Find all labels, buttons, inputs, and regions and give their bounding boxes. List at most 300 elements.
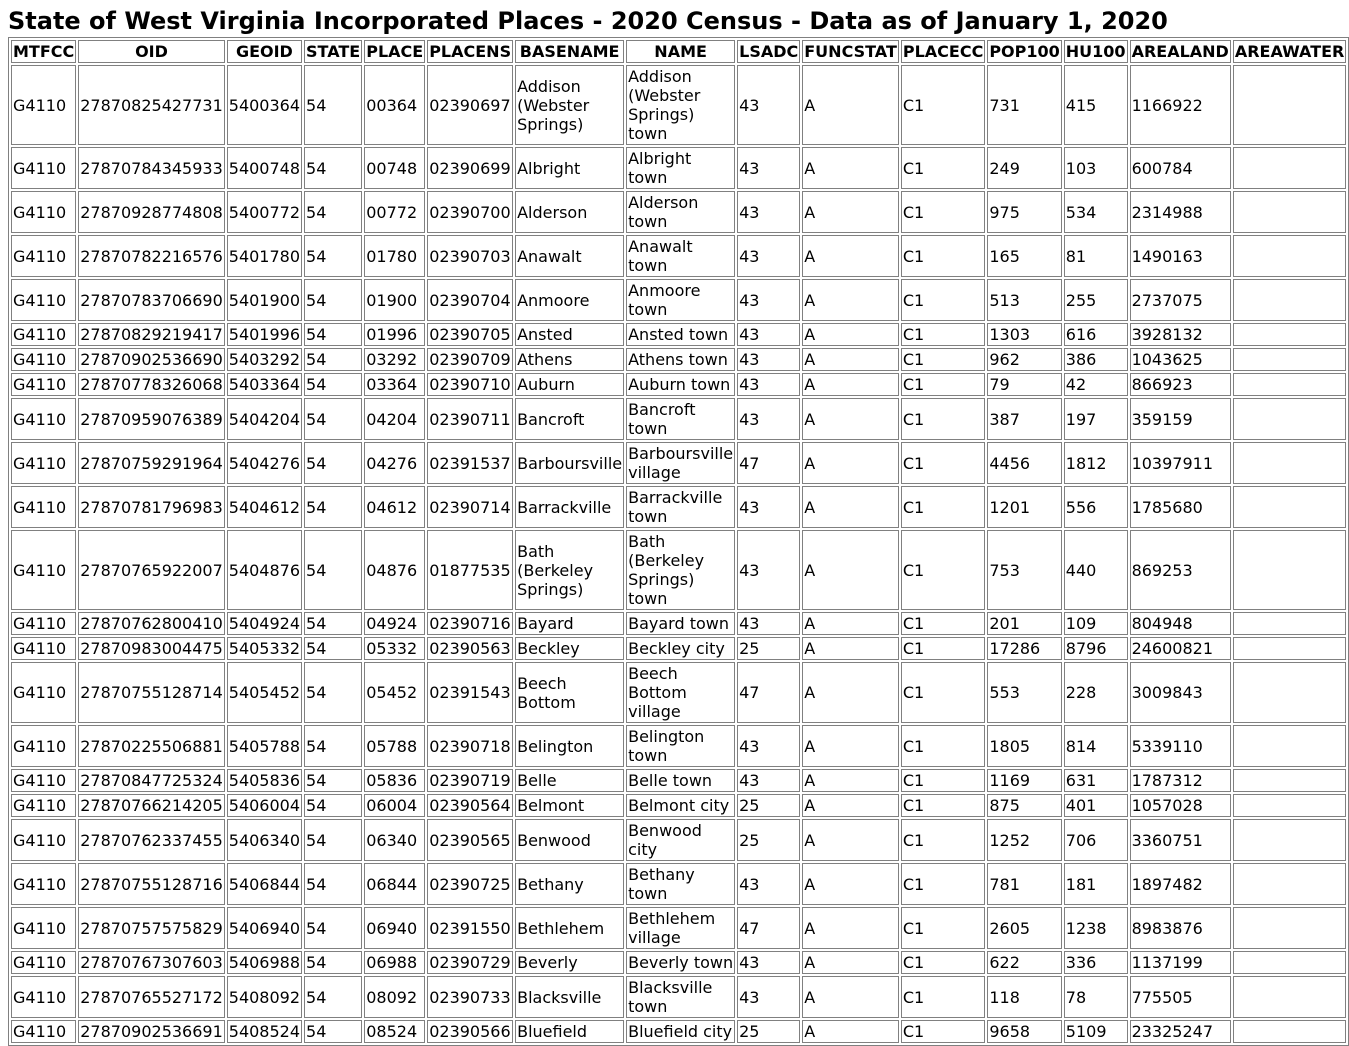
cell-name: Belle town	[626, 769, 735, 792]
cell-funcstat: A	[802, 348, 899, 371]
cell-name: Bethlehem village	[626, 907, 735, 949]
cell-place: 05332	[364, 637, 425, 660]
cell-hu100: 336	[1064, 951, 1128, 974]
cell-oid: 27870765527172	[78, 976, 225, 1018]
cell-oid: 27870959076389	[78, 398, 225, 440]
table-body	[11, 65, 1346, 1043]
cell-state: 54	[304, 794, 362, 817]
cell-mtfcc: G4110	[11, 819, 76, 861]
cell-basename: Bluefield	[515, 1020, 624, 1043]
cell-placens: 02391537	[427, 442, 513, 484]
cell-arealand: 869253	[1130, 530, 1231, 610]
cell-basename: Anmoore	[515, 279, 624, 321]
cell-funcstat: A	[802, 725, 899, 767]
cell-arealand: 1785680	[1130, 486, 1231, 528]
cell-lsadc: 43	[737, 279, 800, 321]
cell-lsadc: 25	[737, 819, 800, 861]
cell-geoid: 5404876	[227, 530, 302, 610]
cell-arealand: 23325247	[1130, 1020, 1231, 1043]
cell-name: Anawalt town	[626, 235, 735, 277]
cell-arealand: 3928132	[1130, 323, 1231, 346]
cell-placecc: C1	[901, 612, 985, 635]
cell-geoid: 5403292	[228, 350, 301, 369]
cell-areawater	[1233, 1020, 1347, 1043]
cell-name: Beckley city	[626, 637, 735, 660]
table-row	[11, 398, 1346, 440]
cell-basename: Bethany	[515, 863, 624, 905]
cell-areawater	[1233, 65, 1347, 145]
cell-areawater	[1233, 147, 1347, 189]
cell-pop100: 962	[987, 348, 1061, 371]
cell-basename: Alderson	[515, 191, 624, 233]
cell-basename: Barboursville	[515, 442, 624, 484]
cell-arealand: 10397911	[1130, 442, 1231, 484]
cell-funcstat: A	[802, 486, 899, 528]
cell-place: 04876	[364, 530, 425, 610]
cell-placecc: C1	[901, 951, 985, 974]
table-row	[11, 348, 1346, 371]
cell-funcstat: A	[802, 951, 899, 974]
cell-place: 00772	[364, 191, 425, 233]
cell-pop100: 201	[987, 612, 1061, 635]
cell-basename: Beech Bottom	[515, 662, 624, 723]
cell-pop100: 17286	[987, 637, 1061, 660]
cell-arealand: 359159	[1130, 398, 1231, 440]
cell-basename: Bath (Berkeley Springs)	[515, 530, 624, 610]
cell-geoid: 5406940	[227, 907, 302, 949]
column-header-placecc: PLACECC	[902, 42, 984, 61]
cell-pop100: 165	[987, 235, 1061, 277]
cell-pop100: 387	[987, 398, 1061, 440]
cell-place: 08524	[364, 1020, 425, 1043]
cell-funcstat: A	[802, 976, 899, 1018]
cell-placens: 02390703	[427, 235, 513, 277]
cell-funcstat: A	[802, 637, 899, 660]
cell-arealand: 2314988	[1130, 191, 1231, 233]
cell-state: 54	[304, 725, 362, 767]
cell-name: Barrackville town	[626, 486, 735, 528]
cell-mtfcc: G4110	[11, 976, 76, 1018]
cell-lsadc: 43	[737, 951, 800, 974]
cell-hu100: 631	[1064, 769, 1128, 792]
cell-funcstat: A	[802, 530, 899, 610]
cell-areawater	[1233, 951, 1347, 974]
cell-funcstat: A	[802, 819, 899, 861]
cell-pop100: 118	[987, 976, 1061, 1018]
cell-funcstat: A	[802, 279, 899, 321]
cell-hu100: 706	[1064, 819, 1128, 861]
cell-areawater	[1233, 398, 1347, 440]
column-header-name: NAME	[626, 40, 735, 63]
cell-mtfcc: G4110	[11, 794, 76, 817]
cell-place: 00364	[364, 65, 425, 145]
cell-placecc: C1	[901, 235, 985, 277]
cell-arealand: 804948	[1130, 612, 1231, 635]
cell-hu100: 8796	[1064, 637, 1128, 660]
cell-mtfcc: G4110	[11, 662, 76, 723]
cell-hu100: 386	[1064, 348, 1128, 371]
cell-hu100: 103	[1064, 147, 1128, 189]
cell-place: 06340	[364, 819, 425, 861]
table-row	[11, 65, 1346, 145]
cell-geoid: 5408524	[228, 1022, 301, 1041]
cell-hu100: 616	[1064, 323, 1128, 346]
cell-name: Blacksville town	[626, 976, 735, 1018]
cell-geoid: 5406004	[228, 796, 301, 815]
cell-name: Addison (Webster Springs) town	[626, 65, 735, 145]
cell-placecc: C1	[901, 1020, 985, 1043]
cell-hu100: 255	[1064, 279, 1128, 321]
cell-basename: Barrackville	[515, 486, 624, 528]
cell-placecc: C1	[901, 794, 985, 817]
cell-arealand: 1897482	[1130, 863, 1231, 905]
cell-state: 54	[304, 637, 362, 660]
cell-arealand: 2737075	[1130, 279, 1231, 321]
cell-placecc: C1	[901, 662, 985, 723]
cell-mtfcc: G4110	[11, 65, 76, 145]
table-row	[11, 1020, 1346, 1043]
cell-oid: 27870928774808	[78, 191, 225, 233]
table-row	[11, 442, 1346, 484]
cell-geoid: 5400772	[227, 191, 302, 233]
cell-mtfcc: G4110	[11, 769, 76, 792]
cell-oid: 27870784345933	[78, 147, 225, 189]
table-row	[11, 907, 1346, 949]
cell-areawater	[1233, 442, 1347, 484]
cell-placecc: C1	[901, 976, 985, 1018]
cell-place: 08092	[364, 976, 425, 1018]
cell-funcstat: A	[802, 398, 899, 440]
cell-lsadc: 43	[737, 348, 800, 371]
cell-hu100: 42	[1064, 373, 1128, 396]
table-row	[11, 662, 1346, 723]
table-row	[11, 612, 1346, 635]
cell-geoid: 5404204	[227, 398, 302, 440]
cell-geoid: 5405332	[228, 639, 301, 658]
cell-placens: 02390716	[427, 612, 513, 635]
cell-placecc: C1	[901, 863, 985, 905]
cell-basename: Belington	[515, 725, 624, 767]
cell-placecc: C1	[901, 486, 985, 528]
cell-name: Ansted town	[626, 323, 735, 346]
cell-areawater	[1233, 769, 1347, 792]
cell-mtfcc: G4110	[11, 373, 76, 396]
cell-areawater	[1233, 725, 1347, 767]
cell-name: Albright town	[626, 147, 735, 189]
cell-pop100: 753	[987, 530, 1061, 610]
cell-state: 54	[304, 662, 362, 723]
cell-geoid: 5405788	[227, 725, 302, 767]
cell-placens: 02390697	[427, 65, 513, 145]
cell-arealand: 8983876	[1130, 907, 1231, 949]
cell-placens: 02390705	[427, 323, 513, 346]
cell-mtfcc: G4110	[11, 235, 76, 277]
cell-placecc: C1	[901, 191, 985, 233]
cell-basename: Ansted	[515, 323, 624, 346]
cell-name: Barboursville village	[628, 444, 734, 482]
column-header-pop100: POP100	[989, 42, 1060, 61]
cell-placens: 02390566	[427, 1020, 513, 1043]
column-header-basename: BASENAME	[515, 40, 624, 63]
column-header-state: STATE	[306, 42, 361, 61]
cell-place: 04204	[364, 398, 425, 440]
cell-placecc: C1	[901, 147, 985, 189]
cell-mtfcc: G4110	[11, 442, 76, 484]
cell-lsadc: 43	[737, 769, 800, 792]
cell-funcstat: A	[802, 907, 899, 949]
cell-placens: 02390718	[427, 725, 513, 767]
cell-arealand: 600784	[1130, 147, 1231, 189]
cell-oid: 27870829219417	[80, 325, 223, 344]
cell-lsadc: 25	[737, 1020, 800, 1043]
cell-funcstat: A	[802, 1020, 899, 1043]
cell-pop100: 513	[987, 279, 1061, 321]
cell-pop100: 875	[987, 794, 1061, 817]
cell-areawater	[1233, 819, 1347, 861]
cell-oid: 27870778326068	[80, 375, 223, 394]
column-header-place: PLACE	[366, 42, 424, 61]
cell-areawater	[1233, 530, 1347, 610]
table-row	[11, 863, 1346, 905]
column-header-arealand: AREALAND	[1131, 42, 1229, 61]
cell-placens: 02390704	[427, 279, 513, 321]
cell-areawater	[1233, 279, 1347, 321]
cell-geoid: 5406988	[228, 953, 301, 972]
cell-pop100: 731	[987, 65, 1061, 145]
cell-basename: Benwood	[515, 819, 624, 861]
cell-hu100: 401	[1064, 794, 1128, 817]
cell-placecc: C1	[901, 373, 985, 396]
cell-funcstat: A	[802, 863, 899, 905]
cell-arealand: 3009843	[1130, 662, 1231, 723]
cell-name: Bancroft town	[626, 398, 735, 440]
cell-geoid: 5406844	[227, 863, 302, 905]
cell-areawater	[1233, 662, 1347, 723]
cell-placens: 02391550	[427, 907, 513, 949]
cell-hu100: 5109	[1064, 1020, 1128, 1043]
cell-state: 54	[304, 323, 362, 346]
cell-state: 54	[304, 1020, 362, 1043]
cell-funcstat: A	[802, 612, 899, 635]
cell-name: Bath (Berkeley Springs) town	[626, 530, 735, 610]
cell-lsadc: 43	[737, 147, 800, 189]
cell-place: 01996	[364, 323, 425, 346]
cell-mtfcc: G4110	[11, 1020, 76, 1043]
cell-name: Athens town	[626, 348, 735, 371]
cell-pop100: 79	[987, 373, 1061, 396]
cell-lsadc: 43	[737, 373, 800, 396]
cell-name: Beech Bottom village	[626, 662, 735, 723]
cell-areawater	[1233, 373, 1347, 396]
cell-pop100: 249	[987, 147, 1061, 189]
cell-geoid: 5408092	[227, 976, 302, 1018]
cell-placens: 01877535	[427, 530, 513, 610]
cell-placens: 02390710	[427, 373, 513, 396]
cell-geoid: 5401900	[227, 279, 302, 321]
cell-pop100: 1805	[987, 725, 1061, 767]
cell-basename: Belle	[515, 769, 624, 792]
cell-geoid: 5406340	[227, 819, 302, 861]
cell-placens: 02390733	[427, 976, 513, 1018]
cell-oid: 27870781796983	[78, 486, 225, 528]
cell-arealand: 866923	[1130, 373, 1231, 396]
cell-state: 54	[304, 951, 362, 974]
cell-oid: 27870225506881	[78, 725, 225, 767]
cell-mtfcc: G4110	[11, 907, 76, 949]
cell-pop100: 553	[987, 662, 1061, 723]
cell-areawater	[1233, 348, 1347, 371]
cell-state: 54	[304, 65, 362, 145]
cell-state: 54	[304, 907, 362, 949]
cell-name: Belmont city	[626, 794, 735, 817]
cell-placecc: C1	[901, 442, 985, 484]
cell-arealand: 24600821	[1130, 637, 1231, 660]
cell-mtfcc: G4110	[11, 725, 76, 767]
cell-funcstat: A	[802, 235, 899, 277]
cell-state: 54	[304, 612, 362, 635]
cell-funcstat: A	[802, 794, 899, 817]
cell-place: 01780	[364, 235, 425, 277]
cell-placecc: C1	[901, 348, 985, 371]
cell-geoid: 5400748	[227, 147, 302, 189]
cell-oid: 27870757575829	[78, 907, 225, 949]
cell-placens: 02391543	[427, 662, 513, 723]
cell-pop100: 975	[987, 191, 1061, 233]
cell-mtfcc: G4110	[11, 612, 76, 635]
cell-mtfcc: G4110	[11, 530, 76, 610]
cell-name: Alderson town	[626, 191, 735, 233]
cell-name: Bayard town	[626, 612, 735, 635]
cell-oid: 27870825427731	[78, 65, 225, 145]
cell-hu100: 814	[1064, 725, 1128, 767]
cell-state: 54	[304, 819, 362, 861]
cell-arealand: 1043625	[1130, 348, 1231, 371]
cell-placecc: C1	[901, 637, 985, 660]
cell-areawater	[1233, 235, 1347, 277]
cell-state: 54	[304, 530, 362, 610]
column-header-funcstat: FUNCSTAT	[804, 42, 897, 61]
cell-place: 04276	[364, 442, 425, 484]
cell-place: 00748	[364, 147, 425, 189]
cell-arealand: 3360751	[1130, 819, 1231, 861]
cell-hu100: 228	[1064, 662, 1128, 723]
cell-arealand: 1057028	[1130, 794, 1231, 817]
cell-basename: Beckley	[515, 637, 624, 660]
table-row	[11, 794, 1346, 817]
cell-pop100: 2605	[987, 907, 1061, 949]
cell-hu100: 181	[1064, 863, 1128, 905]
cell-state: 54	[304, 863, 362, 905]
cell-basename: Albright	[515, 147, 624, 189]
cell-oid: 27870783706690	[78, 279, 225, 321]
cell-mtfcc: G4110	[11, 279, 76, 321]
cell-oid: 27870766214205	[80, 796, 223, 815]
cell-areawater	[1233, 976, 1347, 1018]
cell-placens: 02390700	[427, 191, 513, 233]
cell-place: 01900	[364, 279, 425, 321]
cell-funcstat: A	[802, 373, 899, 396]
cell-lsadc: 43	[737, 398, 800, 440]
cell-oid: 27870782216576	[78, 235, 225, 277]
cell-pop100: 622	[987, 951, 1061, 974]
cell-place: 06844	[364, 863, 425, 905]
table-row	[11, 373, 1346, 396]
cell-oid: 27870983004475	[80, 639, 223, 658]
cell-placecc: C1	[901, 398, 985, 440]
cell-state: 54	[304, 348, 362, 371]
cell-oid: 27870762337455	[78, 819, 225, 861]
cell-mtfcc: G4110	[11, 863, 76, 905]
cell-oid: 27870902536690	[80, 350, 223, 369]
cell-place: 05836	[364, 769, 425, 792]
table-header-row	[11, 40, 1346, 63]
cell-geoid: 5405452	[227, 662, 302, 723]
cell-placecc: C1	[901, 725, 985, 767]
column-header-mtfcc: MTFCC	[13, 42, 75, 61]
table-row	[11, 819, 1346, 861]
cell-placecc: C1	[901, 819, 985, 861]
cell-place: 06004	[364, 794, 425, 817]
cell-lsadc: 43	[737, 486, 800, 528]
cell-lsadc: 43	[737, 530, 800, 610]
cell-mtfcc: G4110	[11, 398, 76, 440]
cell-place: 04612	[364, 486, 425, 528]
cell-state: 54	[304, 398, 362, 440]
table-row	[11, 769, 1346, 792]
cell-mtfcc: G4110	[11, 147, 76, 189]
cell-basename: Blacksville	[515, 976, 624, 1018]
cell-place: 06988	[364, 951, 425, 974]
cell-basename: Beverly	[515, 951, 624, 974]
cell-basename: Bethlehem	[515, 907, 624, 949]
table-row	[11, 951, 1346, 974]
cell-place: 03292	[364, 348, 425, 371]
cell-areawater	[1233, 323, 1347, 346]
cell-hu100: 1812	[1064, 442, 1128, 484]
cell-pop100: 781	[987, 863, 1061, 905]
cell-placens: 02390719	[427, 769, 513, 792]
cell-lsadc: 43	[737, 725, 800, 767]
cell-hu100: 556	[1064, 486, 1128, 528]
cell-placens: 02390564	[427, 794, 513, 817]
cell-name: Anmoore town	[626, 279, 735, 321]
cell-name: Bethany town	[626, 863, 735, 905]
cell-pop100: 1303	[987, 323, 1061, 346]
cell-basename: Athens	[515, 348, 624, 371]
cell-basename: Bancroft	[515, 398, 624, 440]
table-row	[11, 147, 1346, 189]
cell-placecc: C1	[901, 65, 985, 145]
cell-hu100: 81	[1064, 235, 1128, 277]
cell-arealand: 1787312	[1130, 769, 1231, 792]
cell-mtfcc: G4110	[11, 486, 76, 528]
column-header-oid: OID	[78, 40, 225, 63]
cell-place: 06940	[364, 907, 425, 949]
cell-place: 05788	[364, 725, 425, 767]
cell-geoid: 5404276	[227, 442, 302, 484]
cell-funcstat: A	[802, 147, 899, 189]
cell-pop100: 1169	[987, 769, 1061, 792]
page-title: State of West Virginia Incorporated Places - 2020 Census - Data as of January 1, 2020	[8, 7, 1168, 35]
cell-oid: 27870902536691	[80, 1022, 223, 1041]
cell-hu100: 534	[1064, 191, 1128, 233]
cell-funcstat: A	[802, 323, 899, 346]
cell-hu100: 1238	[1064, 907, 1128, 949]
column-header-geoid: GEOID	[227, 40, 302, 63]
cell-state: 54	[304, 976, 362, 1018]
cell-areawater	[1233, 907, 1347, 949]
cell-name: Bluefield city	[626, 1020, 735, 1043]
